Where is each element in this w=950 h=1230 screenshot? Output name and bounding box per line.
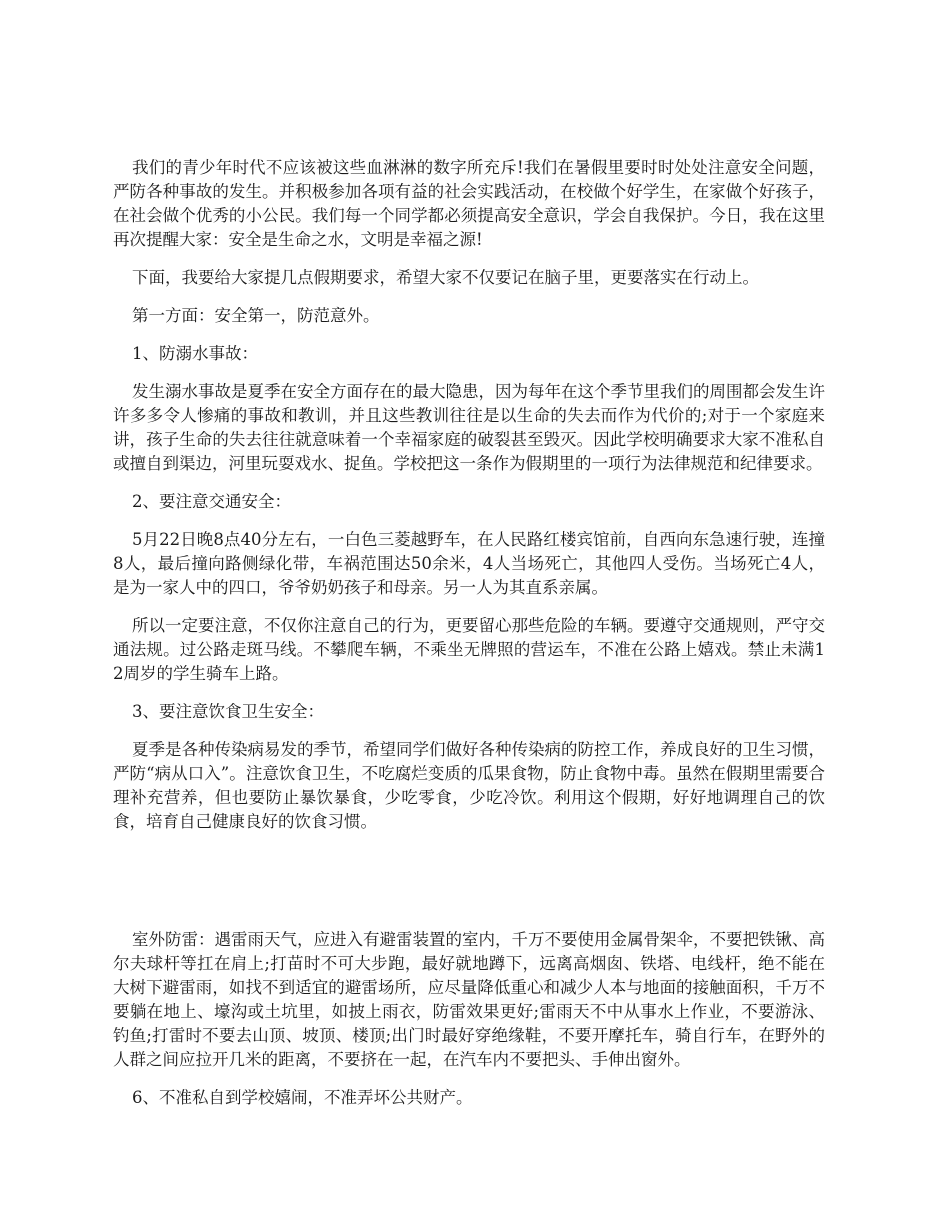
paragraph-intro: 我们的青少年时代不应该被这些血淋淋的数字所充斥!我们在暑假里要时时处处注意安全问题，严防各种事故的发生。并积极参加各项有益的社会实践活动，在校做个好学生，在家做个好孩子，在社会做个优秀的小公民。我们每一个同学都必须提高安全意识，学会自我保护。今日，我在这里再次提醒大家：安全是生命之水，文明是幸福之源!: [113, 158, 825, 249]
item-heading-traffic: 2、要注意交通安全：: [132, 492, 291, 511]
document-body: [113, 156, 825, 1124]
item-heading-school-property: 6、不准私自到学校嬉闹，不准弄坏公共财产。: [132, 1088, 473, 1107]
section-heading-safety-first: 第一方面：安全第一，防范意外。: [132, 306, 380, 325]
item-heading-drowning: 1、防溺水事故：: [132, 344, 258, 363]
paragraph-drowning: 发生溺水事故是夏季在安全方面存在的最大隐患，因为每年在这个季节里我们的周围都会发生许许多多令人惨痛的事故和教训，并且这些教训往往是以生命的失去而作为代价的;对于一个家庭来讲，孩子生命的失去往往就意味着一个幸福家庭的破裂甚至毁灭。因此学校明确要求大家不准私自或擅自到渠边，河里玩耍戏水、捉鱼。学校把这一条作为假期里的一项行为法律规范和纪律要求。: [113, 382, 825, 473]
paragraph-food-safety: 夏季是各种传染病易发的季节，希望同学们做好各种传染病的防控工作，养成良好的卫生习惯，严防“病从口入”。注意饮食卫生，不吃腐烂变质的瓜果食物，防止食物中毒。虽然在假期里需要合理补充营养，但也要防止暴饮暴食，少吃零食，少吃冷饮。利用这个假期，好好地调理自己的饮食，培育自己健康良好的饮食习惯。: [113, 740, 825, 831]
blank-gap: [113, 848, 825, 928]
paragraph-lightning: 室外防雷：遇雷雨天气，应进入有避雷装置的室内，千万不要使用金属骨架伞，不要把铁锹、高尔夫球杆等扛在肩上;打苗时不可大步跑，最好就地蹲下，远离高烟囱、铁塔、电线杆，绝不能在大树下避雷雨，如找不到适宜的避雷场所，应尽量降低重心和减少人本与地面的接触面积，千万不要躺在地上、壕沟或土坑里，如披上雨衣，防雷效果更好;雷雨天不中从事水上作业，不要游泳、钓鱼;打雷时不要去山顶、坡顶、楼顶;出门时最好穿绝缘鞋，不要开摩托车，骑自行车，在野外的人群之间应拉开几米的距离，不要挤在一起，在汽车内不要把头、手伸出窗外。: [113, 930, 825, 1069]
paragraph-requirements: 下面，我要给大家提几点假期要求，希望大家不仅要记在脑子里，更要落实在行动上。: [132, 268, 759, 287]
item-heading-food: 3、要注意饮食卫生安全：: [132, 702, 324, 721]
paragraph-traffic-accident: 5月22日晚8点40分左右，一白色三菱越野车，在人民路红楼宾馆前，自西向东急速行驶，连撞8人，最后撞向路侧绿化带，车祸范围达50余米，4人当场死亡，其他四人受伤。当场死亡4人，是为一家人中的四口，爷爷奶奶孩子和母亲。另一人为其直系亲属。: [113, 530, 825, 597]
paragraph-traffic-rules: 所以一定要注意，不仅你注意自己的行为，更要留心那些危险的车辆。要遵守交通规则，严守交通法规。过公路走斑马线。不攀爬车辆，不乘坐无牌照的营运车，不准在公路上嬉戏。禁止未满12周岁的学生骑车上路。: [113, 616, 825, 683]
